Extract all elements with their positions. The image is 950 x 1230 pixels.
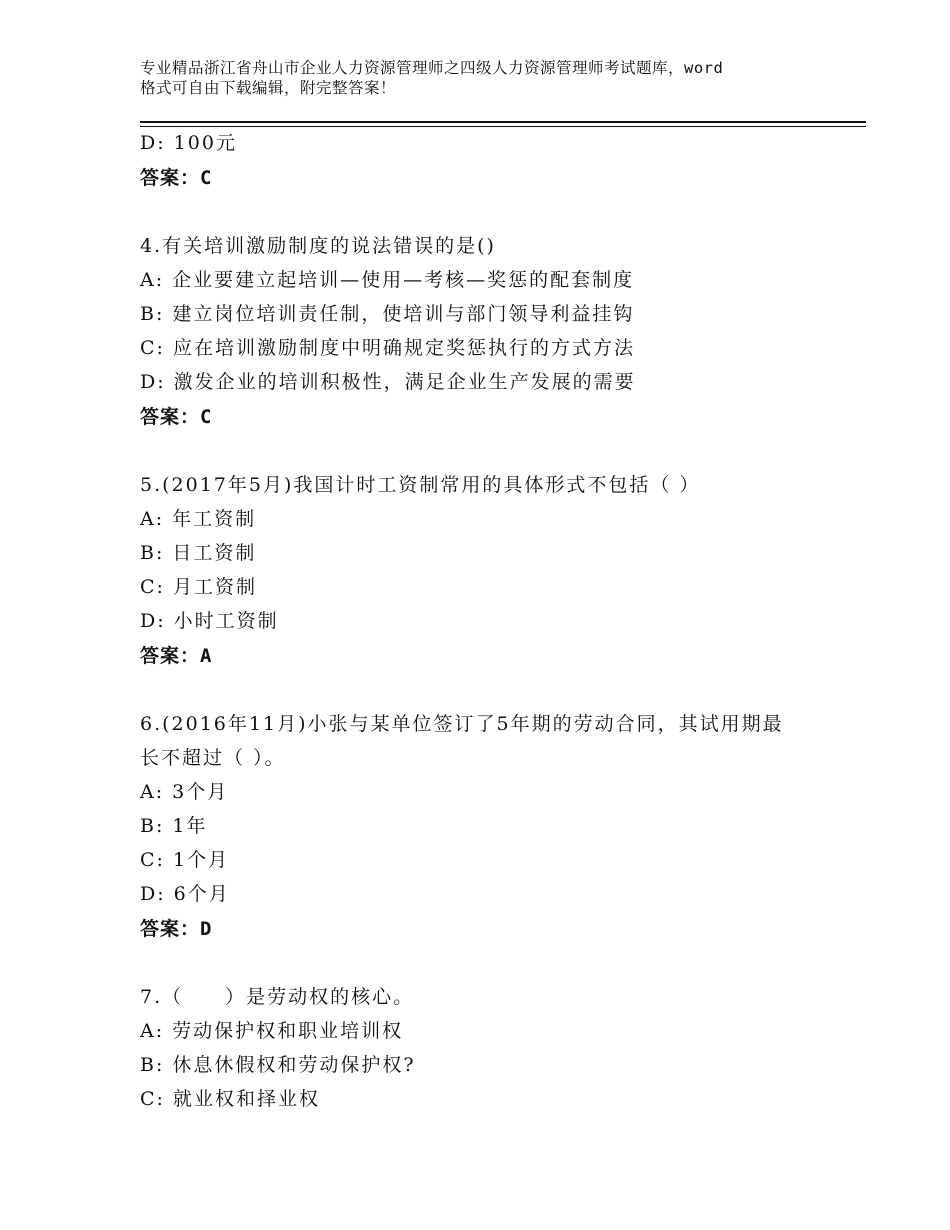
q5-option-a: A: 年工资制 [140,508,257,530]
header-line-2: 格式可自由下载编辑，附完整答案！ [140,79,397,97]
q7-option-a: A: 劳动保护权和职业培训权 [140,1020,404,1042]
q4-option-b: B: 建立岗位培训责任制，使培训与部门领导利益挂钩 [140,303,635,325]
q5-option-b: B: 日工资制 [140,542,257,564]
prev-answer: 答案：C [140,167,213,189]
q7-stem: 7.（ ）是劳动权的核心。 [140,986,415,1008]
q7-option-c: C: 就业权和择业权 [140,1088,320,1110]
q6-option-b: B: 1年 [140,815,208,837]
q4-option-a: A: 企业要建立起培训—使用—考核—奖惩的配套制度 [140,269,635,291]
header-line-1: 专业精品浙江省舟山市企业人力资源管理师之四级人力资源管理师考试题库，word [140,59,724,77]
q6-stem: 6.(2016年11月)小张与某单位签订了5年期的劳动合同，其试用期最 [140,713,784,735]
q7-option-b: B: 休息休假权和劳动保护权? [140,1054,416,1076]
prev-option-d: D: 100元 [140,132,237,154]
q6-option-d: D: 6个月 [140,883,230,905]
q5-option-c: C: 月工资制 [140,576,257,598]
q6-answer: 答案：D [140,918,213,940]
header-rule-thin [140,126,866,127]
q4-stem: 4.有关培训激励制度的说法错误的是() [140,235,496,257]
q6-option-c: C: 1个月 [140,849,230,871]
q4-answer: 答案：C [140,406,213,428]
q4-option-c: C: 应在培训激励制度中明确规定奖惩执行的方式方法 [140,337,635,359]
header-rule-thick [140,121,866,123]
q4-option-d: D: 激发企业的培训积极性，满足企业生产发展的需要 [140,371,636,393]
q6-stem-cont: 长不超过（ ）。 [140,747,286,769]
document-header [140,58,840,98]
q5-stem: 5.(2017年5月)我国计时工资制常用的具体形式不包括（ ） [140,474,701,496]
q5-option-d: D: 小时工资制 [140,610,279,632]
q5-answer: 答案：A [140,645,213,667]
q6-option-a: A: 3个月 [140,781,229,803]
